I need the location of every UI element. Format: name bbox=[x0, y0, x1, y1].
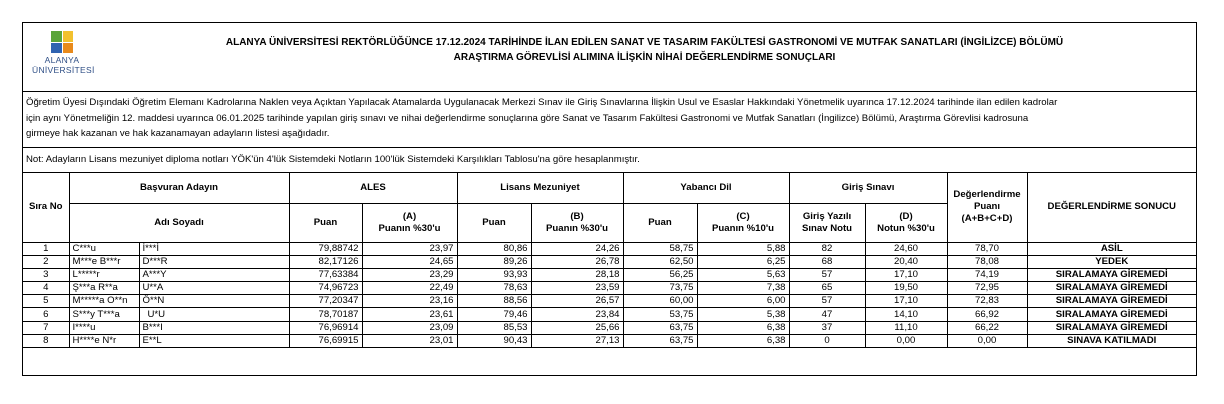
cell-puan: 74,19 bbox=[947, 268, 1027, 281]
cell-ad: M*****a O**n bbox=[69, 295, 139, 308]
header-ales-puan: Puan bbox=[289, 203, 362, 242]
header-d-line1: (D) bbox=[899, 210, 913, 222]
results-table bbox=[23, 173, 1196, 348]
cell-no: 8 bbox=[23, 334, 69, 347]
cell-lisans: 80,86 bbox=[457, 242, 531, 255]
table-row bbox=[23, 308, 1196, 321]
document-header bbox=[23, 23, 1196, 92]
cell-b: 27,13 bbox=[531, 334, 623, 347]
header-degerlendirme-puani bbox=[947, 173, 1027, 242]
header-d-line2: Notun %30'u bbox=[877, 222, 935, 234]
cell-puan: 72,95 bbox=[947, 282, 1027, 295]
cell-a: 23,29 bbox=[362, 268, 457, 281]
intro-paragraph bbox=[23, 92, 1196, 148]
cell-soyad: U*U bbox=[139, 308, 289, 321]
cell-ad: M***e B***r bbox=[69, 255, 139, 268]
cell-no: 2 bbox=[23, 255, 69, 268]
cell-soyad: E**L bbox=[139, 334, 289, 347]
cell-puan: 66,22 bbox=[947, 321, 1027, 334]
cell-soyad: D***R bbox=[139, 255, 289, 268]
cell-yazili: 0 bbox=[789, 334, 865, 347]
cell-a: 23,16 bbox=[362, 295, 457, 308]
title-line-2: ARAŞTIRMA GÖREVLİSİ ALIMINA İLİŞKİN NİHAİ DEĞERLENDİRME SONUÇLARI bbox=[453, 52, 836, 63]
cell-d: 20,40 bbox=[865, 255, 947, 268]
cell-b: 25,66 bbox=[531, 321, 623, 334]
cell-soyad: Ö**N bbox=[139, 295, 289, 308]
cell-lisans: 78,63 bbox=[457, 282, 531, 295]
cell-yazili: 47 bbox=[789, 308, 865, 321]
header-ales-a bbox=[362, 203, 457, 242]
note-text: Not: Adayların Lisans mezuniyet diploma notları YÖK'ün 4'lük Sistemdeki Notların 100'lük Sistemdeki Karşılıkları Tablosu'na göre hesaplanmıştır. bbox=[23, 148, 1196, 173]
header-b-line2: Puanın %30'u bbox=[546, 222, 608, 234]
cell-b: 23,84 bbox=[531, 308, 623, 321]
cell-c: 6,38 bbox=[697, 334, 789, 347]
table-row bbox=[23, 295, 1196, 308]
cell-ales: 82,17126 bbox=[289, 255, 362, 268]
cell-no: 7 bbox=[23, 321, 69, 334]
header-gy-line2: Sınav Notu bbox=[801, 222, 853, 234]
intro-line-3: girmeye hak kazanan ve hak kazanamayan adayların listesi aşağıdadır. bbox=[26, 128, 330, 139]
header-giris-d bbox=[865, 203, 947, 242]
table-row bbox=[23, 242, 1196, 255]
document-title bbox=[103, 35, 1186, 65]
cell-d: 17,10 bbox=[865, 268, 947, 281]
logo-text-line2: ÜNİVERSİTESİ bbox=[32, 65, 95, 75]
header-giris-yazili bbox=[789, 203, 865, 242]
cell-yazili: 57 bbox=[789, 295, 865, 308]
cell-a: 23,97 bbox=[362, 242, 457, 255]
cell-dil: 62,50 bbox=[623, 255, 697, 268]
header-sira-no: Sıra No bbox=[23, 173, 69, 242]
cell-puan: 78,08 bbox=[947, 255, 1027, 268]
cell-c: 6,25 bbox=[697, 255, 789, 268]
cell-dil: 56,25 bbox=[623, 268, 697, 281]
header-c-line1: (C) bbox=[736, 210, 750, 222]
cell-no: 5 bbox=[23, 295, 69, 308]
header-deg-line3: (A+B+C+D) bbox=[961, 213, 1013, 225]
table-row bbox=[23, 334, 1196, 347]
header-degerlendirme-sonucu: DEĞERLENDİRME SONUCU bbox=[1027, 173, 1196, 242]
cell-sonuc: SIRALAMAYA GİREMEDİ bbox=[1027, 282, 1196, 295]
header-yabanci-dil: Yabancı Dil bbox=[623, 173, 789, 203]
table-row bbox=[23, 282, 1196, 295]
cell-ales: 77,20347 bbox=[289, 295, 362, 308]
cell-ales: 79,88742 bbox=[289, 242, 362, 255]
cell-soyad: A***Y bbox=[139, 268, 289, 281]
header-lisans: Lisans Mezuniyet bbox=[457, 173, 623, 203]
cell-ales: 74,96723 bbox=[289, 282, 362, 295]
cell-puan: 78,70 bbox=[947, 242, 1027, 255]
header-deg-line2: Puanı bbox=[973, 201, 1001, 213]
header-lisans-puan: Puan bbox=[457, 203, 531, 242]
logo-mark-icon bbox=[51, 31, 73, 53]
cell-d: 19,50 bbox=[865, 282, 947, 295]
intro-line-2: için aynı Yönetmeliğin 12. maddesi uyarınca 06.01.2025 tarihinde yapılan giriş sınavı ve nihai değerlendirme sonuçlarına göre Sanat ve Tasarım Fakültesi Gastronomi ve Mutfak Sanatları (İngilizce) Bölümü, Araştırma Görevlisi kadrosuna bbox=[26, 112, 1029, 124]
university-logo bbox=[32, 31, 95, 75]
cell-sonuc: SIRALAMAYA GİREMEDİ bbox=[1027, 308, 1196, 321]
cell-yazili: 37 bbox=[789, 321, 865, 334]
cell-soyad: İ***İ bbox=[139, 242, 289, 255]
cell-b: 26,78 bbox=[531, 255, 623, 268]
cell-ad: S***y T***a bbox=[69, 308, 139, 321]
cell-c: 5,63 bbox=[697, 268, 789, 281]
cell-puan: 0,00 bbox=[947, 334, 1027, 347]
cell-no: 6 bbox=[23, 308, 69, 321]
table-row bbox=[23, 255, 1196, 268]
cell-c: 6,38 bbox=[697, 321, 789, 334]
table-row bbox=[23, 268, 1196, 281]
cell-yazili: 82 bbox=[789, 242, 865, 255]
header-ales: ALES bbox=[289, 173, 457, 203]
cell-c: 7,38 bbox=[697, 282, 789, 295]
cell-lisans: 79,46 bbox=[457, 308, 531, 321]
cell-b: 24,26 bbox=[531, 242, 623, 255]
cell-ales: 78,70187 bbox=[289, 308, 362, 321]
header-basvuran: Başvuran Adayın bbox=[69, 173, 289, 203]
cell-no: 4 bbox=[23, 282, 69, 295]
cell-c: 5,88 bbox=[697, 242, 789, 255]
header-dil-c bbox=[697, 203, 789, 242]
header-adi-soyadi: Adı Soyadı bbox=[69, 203, 289, 242]
header-a-line1: (A) bbox=[402, 210, 417, 222]
cell-dil: 58,75 bbox=[623, 242, 697, 255]
cell-b: 23,59 bbox=[531, 282, 623, 295]
cell-a: 22,49 bbox=[362, 282, 457, 295]
cell-lisans: 89,26 bbox=[457, 255, 531, 268]
cell-d: 0,00 bbox=[865, 334, 947, 347]
cell-a: 23,01 bbox=[362, 334, 457, 347]
results-document bbox=[22, 22, 1197, 376]
cell-sonuc: ASİL bbox=[1027, 242, 1196, 255]
cell-soyad: B***I bbox=[139, 321, 289, 334]
cell-a: 24,65 bbox=[362, 255, 457, 268]
cell-ales: 76,69915 bbox=[289, 334, 362, 347]
cell-yazili: 57 bbox=[789, 268, 865, 281]
header-dil-puan: Puan bbox=[623, 203, 697, 242]
cell-c: 6,00 bbox=[697, 295, 789, 308]
header-giris-sinavi: Giriş Sınavı bbox=[789, 173, 947, 203]
header-a-line2: Puanın %30'u bbox=[378, 222, 441, 234]
cell-no: 3 bbox=[23, 268, 69, 281]
header-deg-line1: Değerlendirme bbox=[953, 189, 1021, 201]
header-lisans-b bbox=[531, 203, 623, 242]
cell-d: 14,10 bbox=[865, 308, 947, 321]
cell-lisans: 88,56 bbox=[457, 295, 531, 308]
cell-ad: L*****r bbox=[69, 268, 139, 281]
cell-soyad: U**A bbox=[139, 282, 289, 295]
cell-b: 28,18 bbox=[531, 268, 623, 281]
header-b-line1: (B) bbox=[570, 210, 584, 222]
cell-sonuc: SINAVA KATILMADI bbox=[1027, 334, 1196, 347]
cell-ales: 77,63384 bbox=[289, 268, 362, 281]
header-c-line2: Puanın %10'u bbox=[712, 222, 774, 234]
cell-sonuc: SIRALAMAYA GİREMEDİ bbox=[1027, 295, 1196, 308]
cell-lisans: 85,53 bbox=[457, 321, 531, 334]
cell-no: 1 bbox=[23, 242, 69, 255]
intro-line-1: Öğretim Üyesi Dışındaki Öğretim Elemanı Kadrolarına Naklen veya Açıktan Yapılacak Atamalarda Uygulanacak Merkezi Sınav ile Giriş Sınavlarına İlişkin Usul ve Esaslar Hakkındaki Yönetmelik uyarınca 17.12.2024 tarihinde ilan edilen kadrolar bbox=[26, 97, 1058, 108]
cell-ad: Ş***a R**a bbox=[69, 282, 139, 295]
cell-sonuc: SIRALAMAYA GİREMEDİ bbox=[1027, 268, 1196, 281]
cell-dil: 73,75 bbox=[623, 282, 697, 295]
cell-puan: 72,83 bbox=[947, 295, 1027, 308]
cell-sonuc: YEDEK bbox=[1027, 255, 1196, 268]
table-row bbox=[23, 321, 1196, 334]
cell-dil: 63,75 bbox=[623, 321, 697, 334]
cell-puan: 66,92 bbox=[947, 308, 1027, 321]
header-gy-line1: Giriş Yazılı bbox=[802, 210, 852, 222]
cell-dil: 60,00 bbox=[623, 295, 697, 308]
cell-dil: 53,75 bbox=[623, 308, 697, 321]
cell-ad: C***u bbox=[69, 242, 139, 255]
cell-d: 11,10 bbox=[865, 321, 947, 334]
cell-lisans: 90,43 bbox=[457, 334, 531, 347]
cell-dil: 63,75 bbox=[623, 334, 697, 347]
cell-ad: H****e N*r bbox=[69, 334, 139, 347]
cell-sonuc: SIRALAMAYA GİREMEDİ bbox=[1027, 321, 1196, 334]
cell-a: 23,61 bbox=[362, 308, 457, 321]
title-line-1: ALANYA ÜNİVERSİTESİ REKTÖRLÜĞÜNCE 17.12.2024 TARİHİNDE İLAN EDİLEN SANAT VE TASARIM FAKÜLTESİ GASTRONOMİ VE MUTFAK SANATLARI (İNGİLİZCE) BÖLÜMÜ bbox=[225, 37, 1064, 48]
cell-d: 17,10 bbox=[865, 295, 947, 308]
cell-b: 26,57 bbox=[531, 295, 623, 308]
cell-yazili: 65 bbox=[789, 282, 865, 295]
cell-ales: 76,96914 bbox=[289, 321, 362, 334]
cell-yazili: 68 bbox=[789, 255, 865, 268]
cell-lisans: 93,93 bbox=[457, 268, 531, 281]
logo-text-line1: ALANYA bbox=[44, 55, 80, 65]
cell-ad: I****u bbox=[69, 321, 139, 334]
cell-a: 23,09 bbox=[362, 321, 457, 334]
cell-d: 24,60 bbox=[865, 242, 947, 255]
cell-c: 5,38 bbox=[697, 308, 789, 321]
